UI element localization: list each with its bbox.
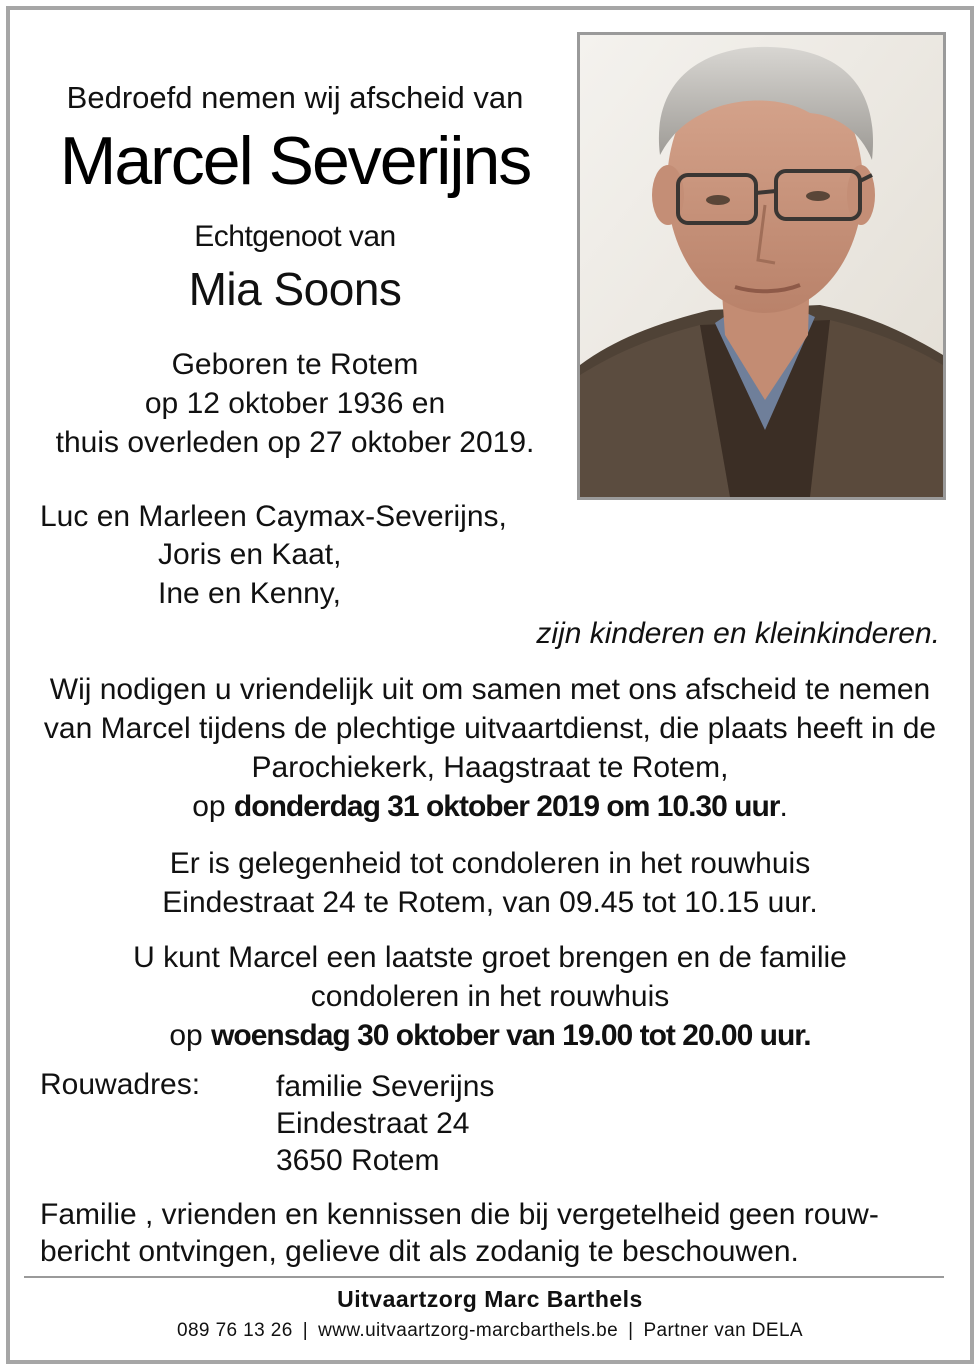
- funeral-home-name: Uitvaartzorg Marc Barthels: [337, 1286, 643, 1312]
- condolence-info: [20, 844, 960, 922]
- address-label: Rouwadres:: [40, 1068, 201, 1101]
- condolence-line: Er is gelegenheid tot condoleren in het rouwhuis: [169, 847, 811, 880]
- service-datetime: donderdag 31 oktober 2019 om 10.30 uur: [233, 790, 780, 823]
- address-line: Eindestraat 24: [276, 1107, 470, 1140]
- visitation-datetime: woensdag 30 oktober van 19.00 tot 20.00 uur.: [211, 1019, 811, 1052]
- visitation-datetime-line: [20, 1016, 960, 1055]
- visitation-line: condoleren in het rouwhuis: [310, 980, 670, 1013]
- service-text: Wij nodigen u vriendelijk uit om samen met ons afscheid te nemen van Marcel tijdens de plechtige uitvaartdienst, die plaats heeft in de Parochiekerk, Haagstraat te Rotem,: [43, 673, 937, 784]
- service-suffix: .: [779, 790, 788, 823]
- portrait-illustration: [580, 35, 943, 497]
- spouse-name: Mia Soons: [188, 263, 402, 315]
- intro-line: Bedroefd nemen wij afscheid van: [66, 80, 524, 115]
- visitation-line: U kunt Marcel een laatste groet brengen en de familie: [133, 941, 847, 974]
- birth-line: Geboren te Rotem: [171, 348, 419, 381]
- visitation-info: [20, 938, 960, 1055]
- service-prefix: op: [192, 790, 234, 823]
- spouse-label: Echtgenoot van: [194, 220, 396, 253]
- family-member: Ine en Kenny,: [158, 577, 341, 610]
- portrait-photo: [577, 32, 946, 500]
- address-line: 3650 Rotem: [276, 1144, 440, 1177]
- visitation-prefix: op: [169, 1019, 212, 1052]
- footer-divider: [24, 1276, 944, 1278]
- service-datetime-line: [20, 787, 960, 826]
- death-date-line: thuis overleden op 27 oktober 2019.: [55, 426, 535, 459]
- family-member: Luc en Marleen Caymax-Severijns,: [40, 500, 507, 533]
- phone-number: 089 76 13 26: [176, 1320, 293, 1341]
- service-invitation: [20, 670, 960, 826]
- deceased-name: Marcel Severijns: [59, 123, 531, 199]
- address-line: familie Severijns: [276, 1070, 495, 1103]
- contact-line: [20, 1320, 960, 1342]
- website-link[interactable]: www.uitvaartzorg-marcbarthels.be: [318, 1320, 619, 1341]
- partner-text: Partner van DELA: [643, 1320, 803, 1341]
- birth-death-info: [30, 345, 560, 462]
- birth-date-line: op 12 oktober 1936 en: [144, 387, 446, 420]
- address-block: [276, 1068, 494, 1179]
- condolence-line: Eindestraat 24 te Rotem, van 09.45 tot 10.15 uur.: [162, 886, 818, 919]
- separator: |: [628, 1320, 634, 1341]
- family-member: Joris en Kaat,: [158, 538, 342, 571]
- closing-note: Familie , vrienden en kennissen die bij vergetelheid geen rouw-bericht ontvingen, gelieve dit als zodanig te beschouwen.: [40, 1198, 879, 1268]
- family-relation: zijn kinderen en kleinkinderen.: [536, 617, 940, 650]
- separator: |: [302, 1320, 309, 1341]
